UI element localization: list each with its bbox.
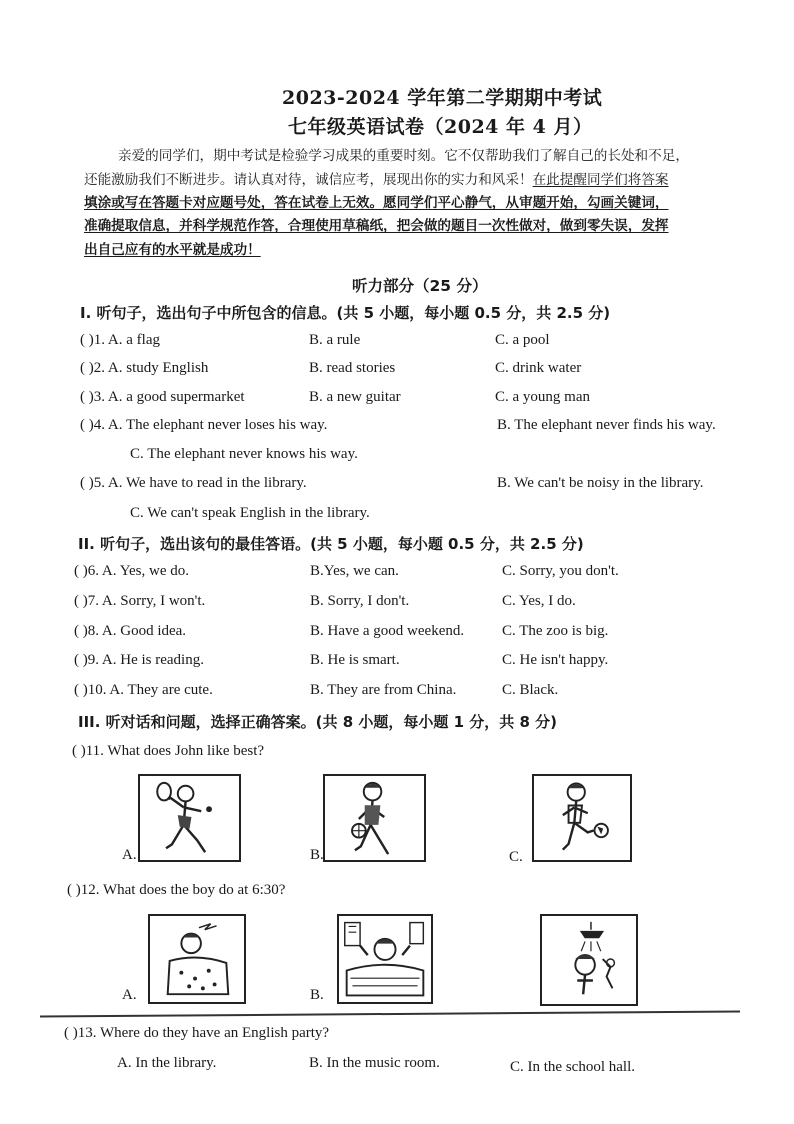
q13-question: ( )13. Where do they have an English party?: [64, 1025, 330, 1041]
q4-option-b[interactable]: B. The elephant never finds his way.: [497, 417, 716, 433]
q3-option-c[interactable]: C. a young man: [495, 389, 590, 405]
intro-line-1: 亲爱的同学们，期中考试是检验学习成果的重要时刻。它不仅帮助我们了解自己的长处和不足，: [118, 148, 689, 164]
intro-line-4: 准确提取信息，并科学规范作答，合理使用草稿纸，把会做的题目一次性做对，做到零失误，发挥: [84, 218, 669, 234]
q7-option-a[interactable]: ( )7. A. Sorry, I won't.: [74, 593, 206, 609]
section-1-heading: I. 听句子，选出句子中所包含的信息。(共 5 小题，每小题 0.5 分，共 2.5 分): [80, 304, 611, 322]
q4-option-a[interactable]: ( )4. A. The elephant never loses his way.: [80, 417, 328, 433]
q6-option-a[interactable]: ( )6. A. Yes, we do.: [74, 563, 190, 579]
q1-option-c[interactable]: C. a pool: [495, 332, 550, 348]
intro-line-3: 填涂或写在答题卡对应题号处，答在试卷上无效。愿同学们平心静气，从审题开始，勾画关键词，: [84, 195, 669, 211]
intro-line-5: 出自己应有的水平就是成功！: [84, 242, 261, 258]
q13-option-a[interactable]: A. In the library.: [117, 1055, 217, 1071]
boy-getting-up-icon: [339, 916, 431, 1002]
exam-title: 2023-2024 学年第二学期期中考试: [282, 87, 603, 109]
q9-option-a[interactable]: ( )9. A. He is reading.: [74, 652, 204, 668]
q2-option-b[interactable]: B. read stories: [309, 360, 396, 376]
q10-option-a[interactable]: ( )10. A. They are cute.: [74, 682, 213, 698]
boy-showering-icon: [542, 916, 636, 1004]
intro-line-2-plain: 还能激励我们不断进步。请认真对待，诚信应考，展现出你的实力和风采！: [84, 172, 533, 188]
q4-option-c[interactable]: C. The elephant never knows his way.: [130, 446, 358, 462]
q12-question: ( )12. What does the boy do at 6:30?: [67, 882, 286, 898]
listening-part-heading: 听力部分（25 分）: [352, 277, 488, 295]
q11-label-a[interactable]: A.: [122, 847, 137, 863]
q13-option-c[interactable]: C. In the school hall.: [510, 1059, 635, 1075]
q7-option-b[interactable]: B. Sorry, I don't.: [310, 593, 410, 609]
q6-option-b[interactable]: B.Yes, we can.: [310, 563, 399, 579]
q12-picture-c-shower[interactable]: [540, 914, 638, 1006]
q11-label-c[interactable]: C.: [509, 849, 523, 865]
section-2-heading: II. 听句子，选出该句的最佳答语。(共 5 小题，每小题 0.5 分，共 2.5 分): [78, 535, 584, 553]
q5-option-a[interactable]: ( )5. A. We have to read in the library.: [80, 475, 307, 491]
q1-option-a[interactable]: ( )1. A. a flag: [80, 332, 160, 348]
q2-option-c[interactable]: C. drink water: [495, 360, 582, 376]
q5-option-c[interactable]: C. We can't speak English in the library.: [130, 505, 370, 521]
q5-option-b[interactable]: B. We can't be noisy in the library.: [497, 475, 704, 491]
q7-option-c[interactable]: C. Yes, I do.: [502, 593, 576, 609]
q8-option-b[interactable]: B. Have a good weekend.: [310, 623, 465, 639]
q11-picture-c-football[interactable]: [532, 774, 632, 862]
football-player-icon: [534, 776, 630, 860]
q9-option-b[interactable]: B. He is smart.: [310, 652, 400, 668]
section-3-heading: III. 听对话和问题，选择正确答案。(共 8 小题，每小题 1 分，共 8 分): [78, 713, 558, 731]
tennis-player-icon: [140, 776, 239, 860]
exam-subtitle: 七年级英语试卷（2024 年 4 月）: [288, 116, 593, 138]
q13-option-b[interactable]: B. In the music room.: [309, 1055, 440, 1071]
q12-picture-a-waking-up[interactable]: [148, 914, 246, 1004]
intro-line-2: [84, 168, 669, 188]
q6-option-c[interactable]: C. Sorry, you don't.: [502, 563, 619, 579]
basketball-player-icon: [325, 776, 424, 860]
q8-option-a[interactable]: ( )8. A. Good idea.: [74, 623, 187, 639]
boy-in-bed-icon: [150, 916, 244, 1002]
q9-option-c[interactable]: C. He isn't happy.: [502, 652, 609, 668]
q12-label-a[interactable]: A.: [122, 987, 137, 1003]
q11-question: ( )11. What does John like best?: [72, 743, 265, 759]
q12-picture-b-getting-up[interactable]: [337, 914, 433, 1004]
q2-option-a[interactable]: ( )2. A. study English: [80, 360, 209, 376]
q11-label-b[interactable]: B.: [310, 847, 324, 863]
page-fold-line: [40, 1011, 740, 1017]
q11-picture-a-tennis[interactable]: [138, 774, 241, 862]
intro-line-2-underlined: 在此提醒同学们将答案: [532, 172, 669, 188]
q10-option-b[interactable]: B. They are from China.: [310, 682, 457, 698]
q3-option-b[interactable]: B. a new guitar: [309, 389, 401, 405]
q10-option-c[interactable]: C. Black.: [502, 682, 559, 698]
q12-label-b[interactable]: B.: [310, 987, 324, 1003]
q11-picture-b-basketball[interactable]: [323, 774, 426, 862]
q1-option-b[interactable]: B. a rule: [309, 332, 361, 348]
q3-option-a[interactable]: ( )3. A. a good supermarket: [80, 389, 245, 405]
q8-option-c[interactable]: C. The zoo is big.: [502, 623, 609, 639]
